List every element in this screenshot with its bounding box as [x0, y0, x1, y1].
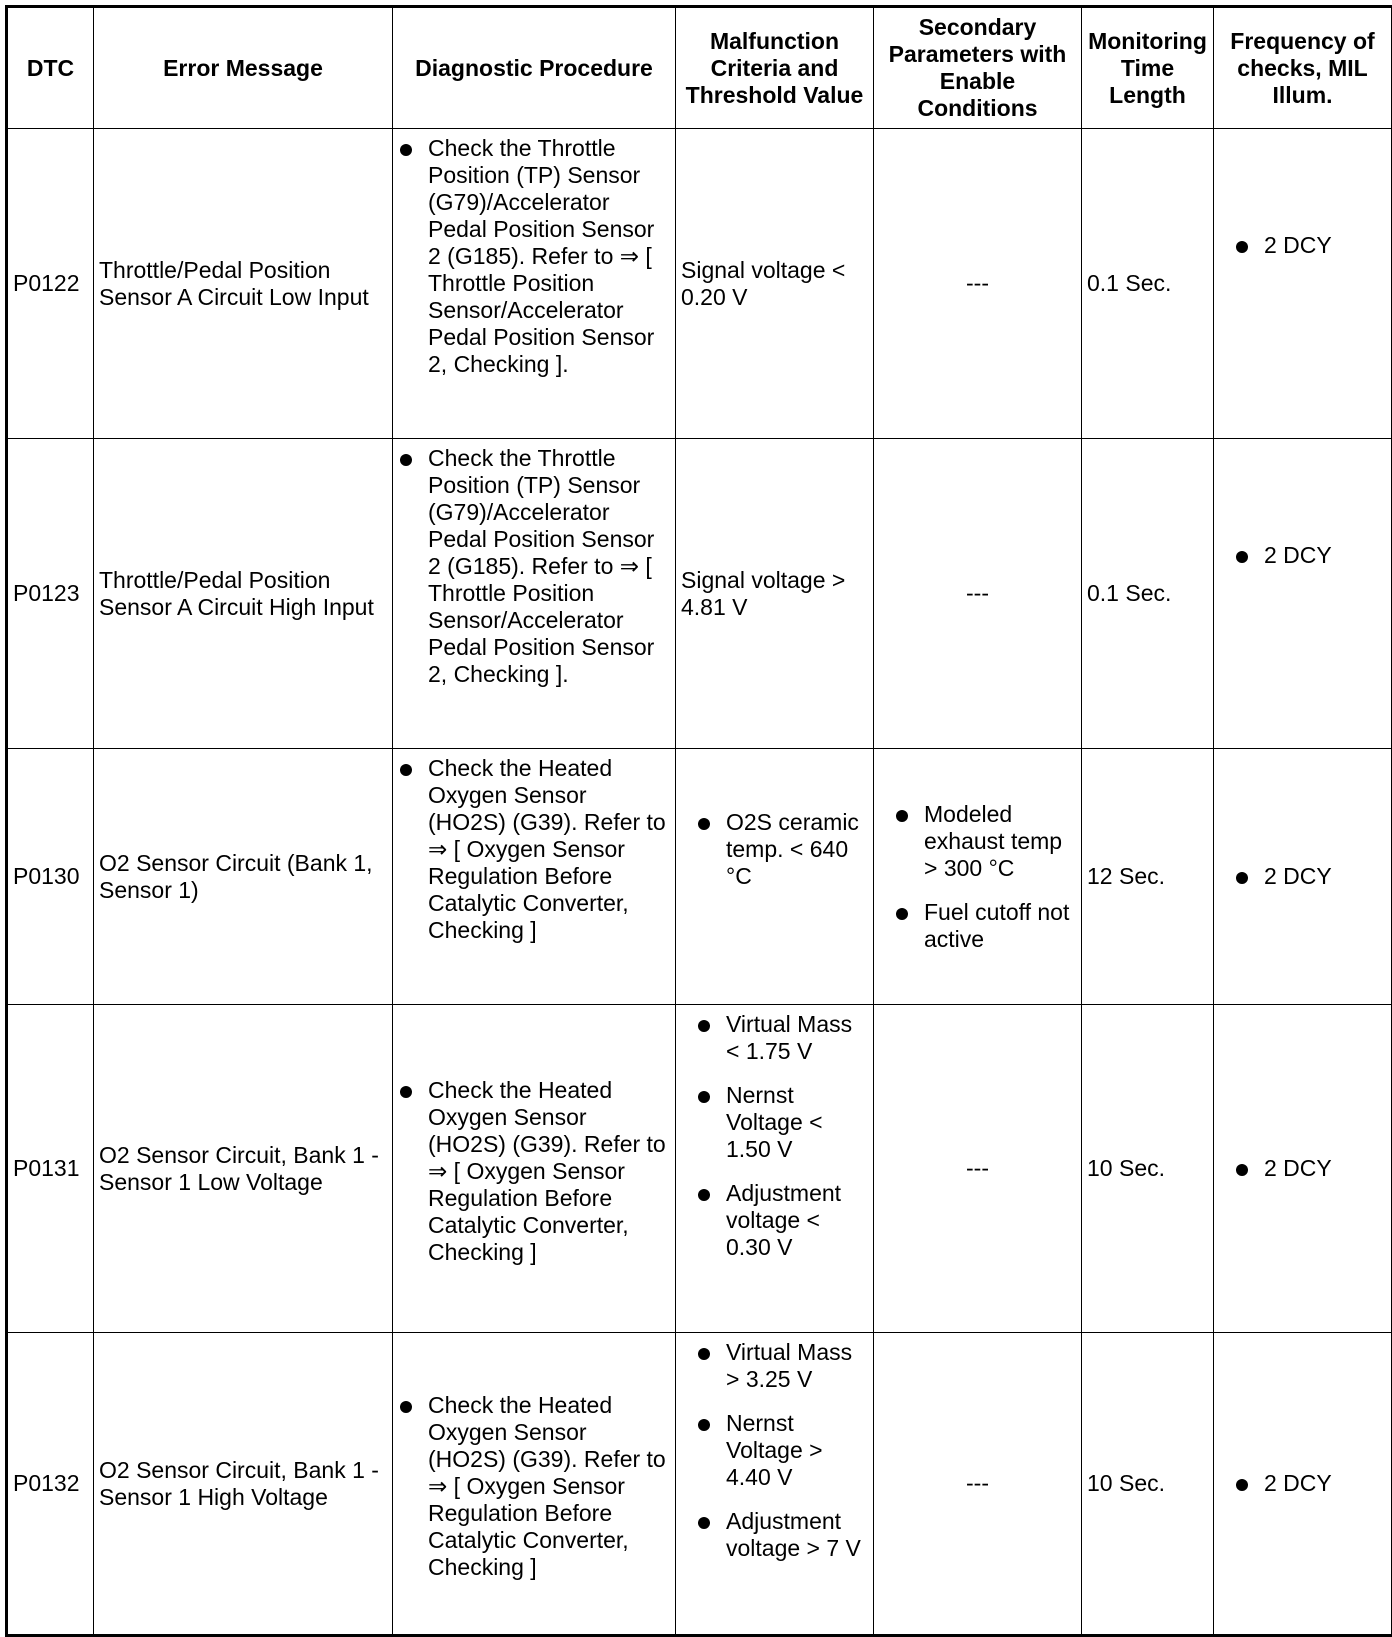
diagnostic-procedure [393, 1005, 676, 1333]
error-message: Throttle/Pedal Position Sensor A Circuit High Input [94, 439, 393, 749]
malfunction-criteria: Signal voltage < 0.20 V [676, 129, 874, 439]
header-dtc: DTC [7, 7, 94, 129]
frequency-cell [1214, 129, 1392, 439]
procedure-item: Check the Heated Oxygen Sensor (HO2S) (G39). Refer to ⇒ [ Oxygen Sensor Regulation Before Catalytic Converter, Checking ] [398, 755, 670, 944]
header-error-message: Error Message [94, 7, 393, 129]
dtc-code: P0130 [7, 749, 94, 1005]
dtc-code: P0122 [7, 129, 94, 439]
secondary-parameters: --- [874, 1333, 1082, 1636]
frequency-cell [1214, 1005, 1392, 1333]
diagnostic-procedure [393, 749, 676, 1005]
procedure-item: Check the Heated Oxygen Sensor (HO2S) (G39). Refer to ⇒ [ Oxygen Sensor Regulation Before Catalytic Converter, Checking ] [398, 1077, 670, 1266]
monitoring-time: 10 Sec. [1082, 1333, 1214, 1636]
frequency-item: 2 DCY [1234, 232, 1386, 259]
criteria-item: Virtual Mass < 1.75 V [696, 1011, 868, 1065]
secondary-parameters: --- [874, 439, 1082, 749]
header-secondary-parameters: Secondary Parameters with Enable Conditions [874, 7, 1082, 129]
table-row [7, 439, 1392, 749]
table-row [7, 1333, 1392, 1636]
malfunction-criteria [676, 1005, 874, 1333]
error-message: O2 Sensor Circuit (Bank 1, Sensor 1) [94, 749, 393, 1005]
dtc-code: P0123 [7, 439, 94, 749]
criteria-item: Adjustment voltage > 7 V [696, 1508, 868, 1562]
dtc-code: P0132 [7, 1333, 94, 1636]
frequency-item: 2 DCY [1234, 863, 1386, 890]
criteria-item: Nernst Voltage < 1.50 V [696, 1082, 868, 1163]
secondary-parameters: --- [874, 1005, 1082, 1333]
criteria-item: Nernst Voltage > 4.40 V [696, 1410, 868, 1491]
malfunction-criteria: Signal voltage > 4.81 V [676, 439, 874, 749]
criteria-item: O2S ceramic temp. < 640 °C [696, 809, 868, 890]
monitoring-time: 12 Sec. [1082, 749, 1214, 1005]
header-row [7, 7, 1392, 129]
table-row [7, 749, 1392, 1005]
frequency-item: 2 DCY [1234, 1470, 1386, 1497]
procedure-item: Check the Throttle Position (TP) Sensor (G79)/Accelerator Pedal Position Sensor 2 (G185). Refer to ⇒ [ Throttle Position Sensor/Accelerator Pedal Position Sensor 2, Checking ]. [398, 445, 670, 688]
header-frequency: Frequency of checks, MIL Illum. [1214, 7, 1392, 129]
procedure-item: Check the Heated Oxygen Sensor (HO2S) (G39). Refer to ⇒ [ Oxygen Sensor Regulation Before Catalytic Converter, Checking ] [398, 1392, 670, 1581]
error-message: Throttle/Pedal Position Sensor A Circuit Low Input [94, 129, 393, 439]
secondary-item: Fuel cutoff not active [894, 899, 1076, 953]
monitoring-time: 0.1 Sec. [1082, 129, 1214, 439]
diagnostic-procedure [393, 1333, 676, 1636]
secondary-item: Modeled exhaust temp > 300 °C [894, 801, 1076, 882]
header-diagnostic-procedure: Diagnostic Procedure [393, 7, 676, 129]
malfunction-criteria [676, 1333, 874, 1636]
secondary-parameters [874, 749, 1082, 1005]
header-malfunction-criteria: Malfunction Criteria and Threshold Value [676, 7, 874, 129]
frequency-item: 2 DCY [1234, 542, 1386, 569]
secondary-parameters: --- [874, 129, 1082, 439]
table-row [7, 1005, 1392, 1333]
header-monitoring-time: Monitoring Time Length [1082, 7, 1214, 129]
diagnostic-procedure [393, 439, 676, 749]
error-message: O2 Sensor Circuit, Bank 1 - Sensor 1 Low Voltage [94, 1005, 393, 1333]
frequency-cell [1214, 749, 1392, 1005]
error-message: O2 Sensor Circuit, Bank 1 - Sensor 1 High Voltage [94, 1333, 393, 1636]
table-row [7, 129, 1392, 439]
diagnostic-procedure [393, 129, 676, 439]
frequency-item: 2 DCY [1234, 1155, 1386, 1182]
dtc-table [5, 5, 1392, 1637]
criteria-item: Adjustment voltage < 0.30 V [696, 1180, 868, 1261]
monitoring-time: 10 Sec. [1082, 1005, 1214, 1333]
malfunction-criteria [676, 749, 874, 1005]
monitoring-time: 0.1 Sec. [1082, 439, 1214, 749]
procedure-item: Check the Throttle Position (TP) Sensor (G79)/Accelerator Pedal Position Sensor 2 (G185). Refer to ⇒ [ Throttle Position Sensor/Accelerator Pedal Position Sensor 2, Checking ]. [398, 135, 670, 378]
dtc-code: P0131 [7, 1005, 94, 1333]
frequency-cell [1214, 439, 1392, 749]
criteria-item: Virtual Mass > 3.25 V [696, 1339, 868, 1393]
frequency-cell [1214, 1333, 1392, 1636]
